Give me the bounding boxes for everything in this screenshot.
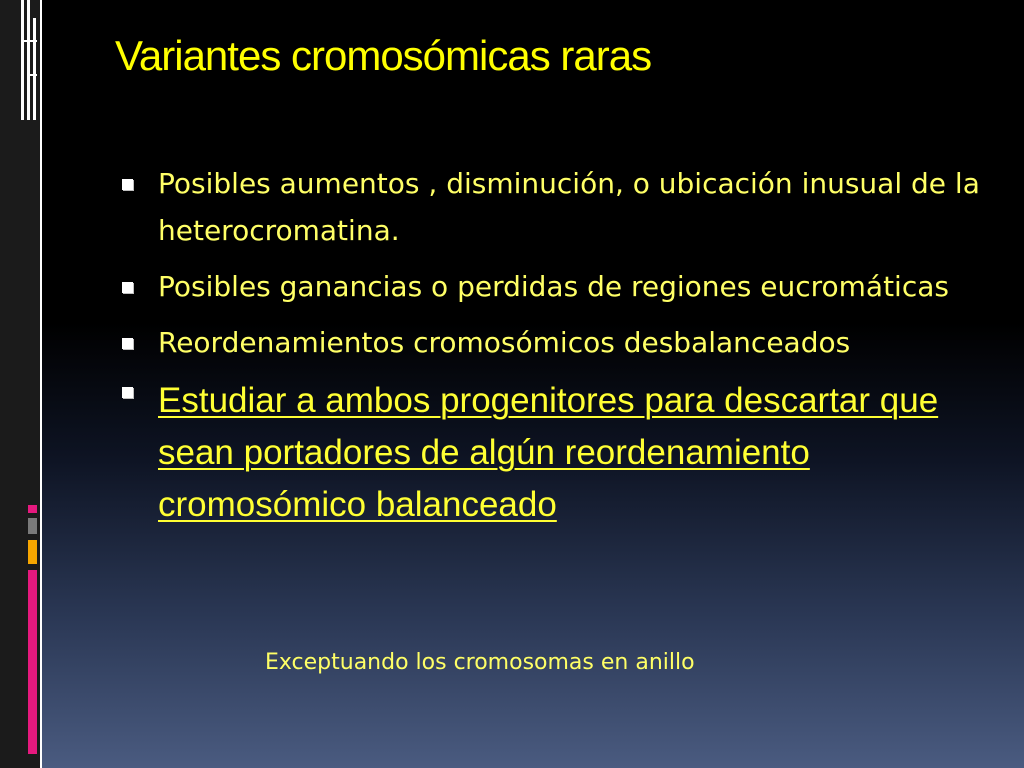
bullet-text: Reordenamientos cromosómicos desbalanceados [158, 326, 851, 359]
bullet-item-emphasized [118, 375, 998, 531]
bullet-text: Posibles ganancias o perdidas de regiones eucromáticas [158, 270, 949, 303]
deco-line [21, 40, 37, 42]
deco-line [27, 0, 30, 120]
side-bar-divider [40, 0, 42, 768]
deco-line [33, 18, 36, 120]
footnote-text: Exceptuando los cromosomas en anillo [265, 650, 695, 675]
bullet-text: Estudiar a ambos progenitores para descartar que sean portadores de algún reordenamiento cromosómico balanceado [158, 381, 939, 524]
deco-line [27, 74, 37, 76]
square-bullet-icon [122, 179, 133, 190]
bullet-item [118, 263, 998, 310]
square-bullet-icon [122, 387, 133, 398]
deco-pink-block [28, 505, 37, 513]
bullet-item [118, 319, 998, 366]
square-bullet-icon [122, 282, 133, 293]
deco-line [21, 0, 24, 120]
deco-gray-block [28, 518, 37, 534]
bullet-list [118, 160, 998, 540]
deco-pink-stripe [28, 570, 37, 754]
bullet-item [118, 160, 998, 254]
square-bullet-icon [122, 338, 133, 349]
bullet-text: Posibles aumentos , disminución, o ubicación inusual de la heterocromatina. [158, 167, 980, 247]
deco-orange-block [28, 540, 37, 564]
slide-title: Variantes cromosómicas raras [115, 32, 652, 79]
